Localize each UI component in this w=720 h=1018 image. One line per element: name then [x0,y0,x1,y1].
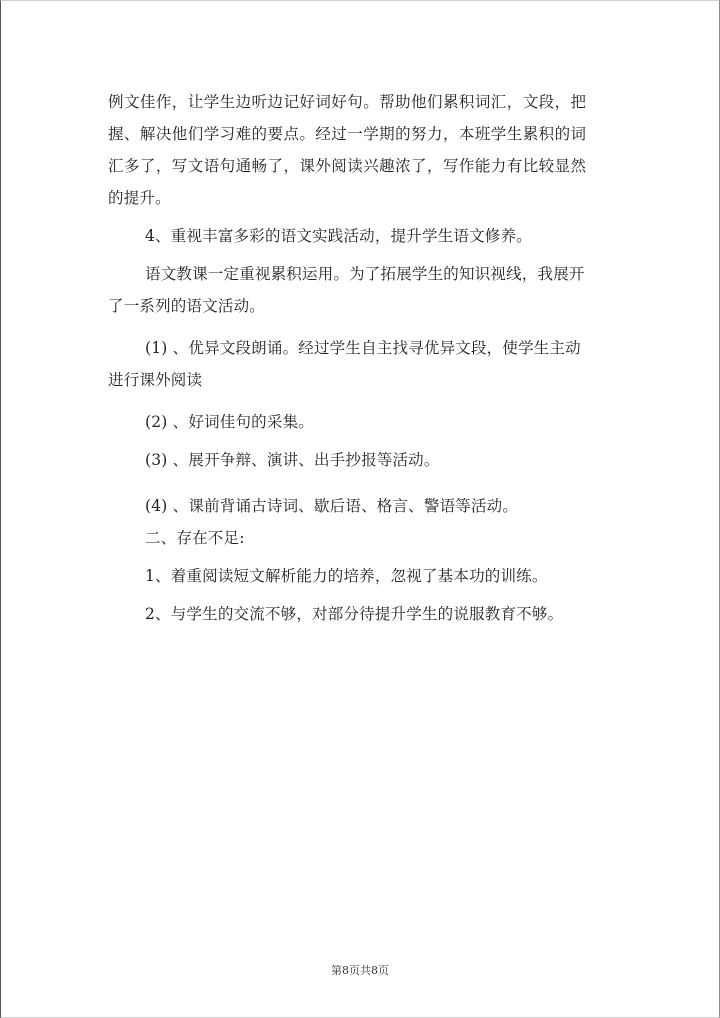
section-heading-4: 4、重视丰富多彩的语文实践活动，提升学生语文修养。 [145,227,532,245]
document-body [108,86,608,630]
list-item-2: (2) 、好词佳句的采集。 [145,413,314,431]
paragraph-line: 握、解决他们学习难的要点。经过一学期的努力，本班学生累积的词 [108,125,587,143]
paragraph-line: 汇多了，写文语句通畅了，课外阅读兴趣浓了，写作能力有比较显然 [108,157,587,175]
list-item-1-continued: 进行课外阅读 [108,371,203,389]
paragraph-line: 了一系列的语文活动。 [108,297,266,315]
paragraph-line: 的提升。 [108,189,171,207]
shortcoming-item-2: 2、与学生的交流不够，对部分待提升学生的说服教育不够。 [145,605,564,623]
list-item-3: (3) 、展开争辩、演讲、出手抄报等活动。 [145,451,440,469]
section-heading-shortcomings: 二、存在不足: [145,529,245,547]
list-item-4: (4) 、课前背诵古诗词、歇后语、格言、警语等活动。 [145,497,519,515]
paragraph-line: 语文教课一定重视累积运用。为了拓展学生的知识视线，我展开 [145,265,585,283]
paragraph-line: 例文佳作，让学生边听边记好词好句。帮助他们累积词汇，文段，把 [108,93,587,111]
shortcoming-item-1: 1、着重阅读短文解析能力的培养，忽视了基本功的训练。 [145,567,548,585]
list-item-1: (1) 、优异文段朗诵。经过学生自主找寻优异文段，使学生主动 [145,339,581,357]
page-footer: 第8页共8页 [331,964,389,977]
